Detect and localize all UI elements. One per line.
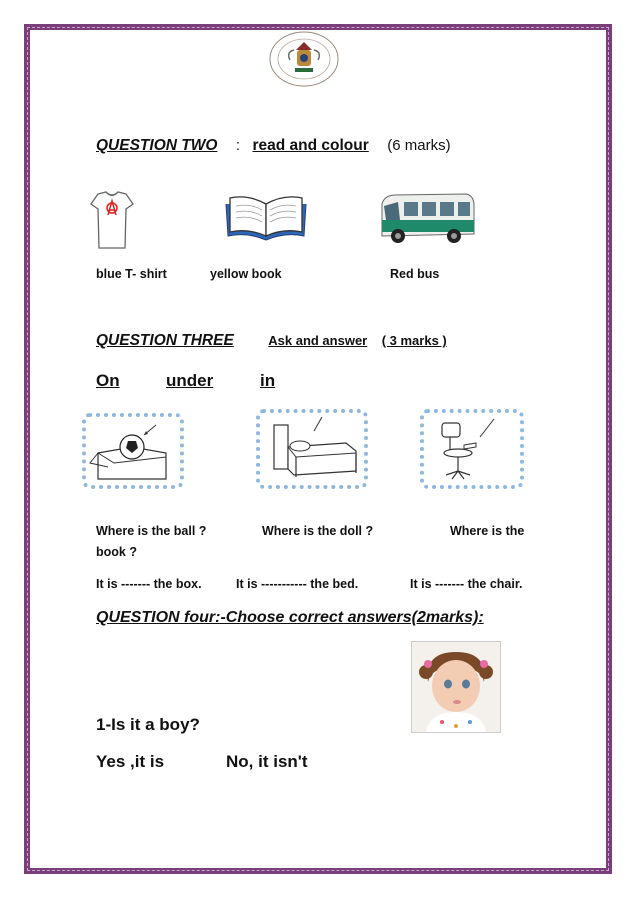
question-four-title: QUESTION four:-Choose correct answers(2marks): [96,609,484,626]
question-two-colon: : [235,137,241,154]
bed-icon [260,413,364,485]
doll-bed-picture [256,409,368,489]
word-in: in [260,371,276,390]
question-three-marks: ( 3 marks ) [381,333,447,348]
word-under: under [166,371,214,390]
question-three-title: QUESTION THREE [96,332,234,349]
girl-photo-icon [412,642,500,732]
question-book-continued: book ? [96,545,137,559]
item-label-tshirt: blue T- shirt [96,267,167,281]
book-icon [222,192,310,244]
chair-icon [424,413,520,485]
answer-box: It is ------- the box. [96,577,202,591]
ball-in-box-icon [86,417,180,485]
question-three-task: Ask and answer [268,333,368,348]
question-two-title: QUESTION TWO [96,137,218,154]
question-two-marks: (6 marks) [387,137,451,154]
question-two-heading [96,137,451,155]
ball-box-picture [82,413,184,489]
question-book: Where is the [450,524,525,538]
option-yes[interactable]: Yes ,it is [96,752,165,771]
question-doll: Where is the doll ? [262,524,374,538]
bus-icon [378,190,476,248]
item-label-bus: Red bus [390,267,440,281]
question-ball: Where is the ball ? [96,524,207,538]
book-chair-picture [420,409,524,489]
question-two-task: read and colour [252,137,369,154]
girl-photo [411,641,501,733]
answer-bed: It is ----------- the bed. [236,577,359,591]
tshirt-icon [90,190,134,252]
item-label-book: yellow book [210,267,282,281]
word-on: On [96,371,120,390]
option-no[interactable]: No, it isn't [226,752,308,771]
ministry-seal-icon [268,30,340,88]
answer-chair: It is ------- the chair. [410,577,523,591]
question-four-question: 1-Is it a boy? [96,715,200,734]
question-three-heading [96,332,447,350]
